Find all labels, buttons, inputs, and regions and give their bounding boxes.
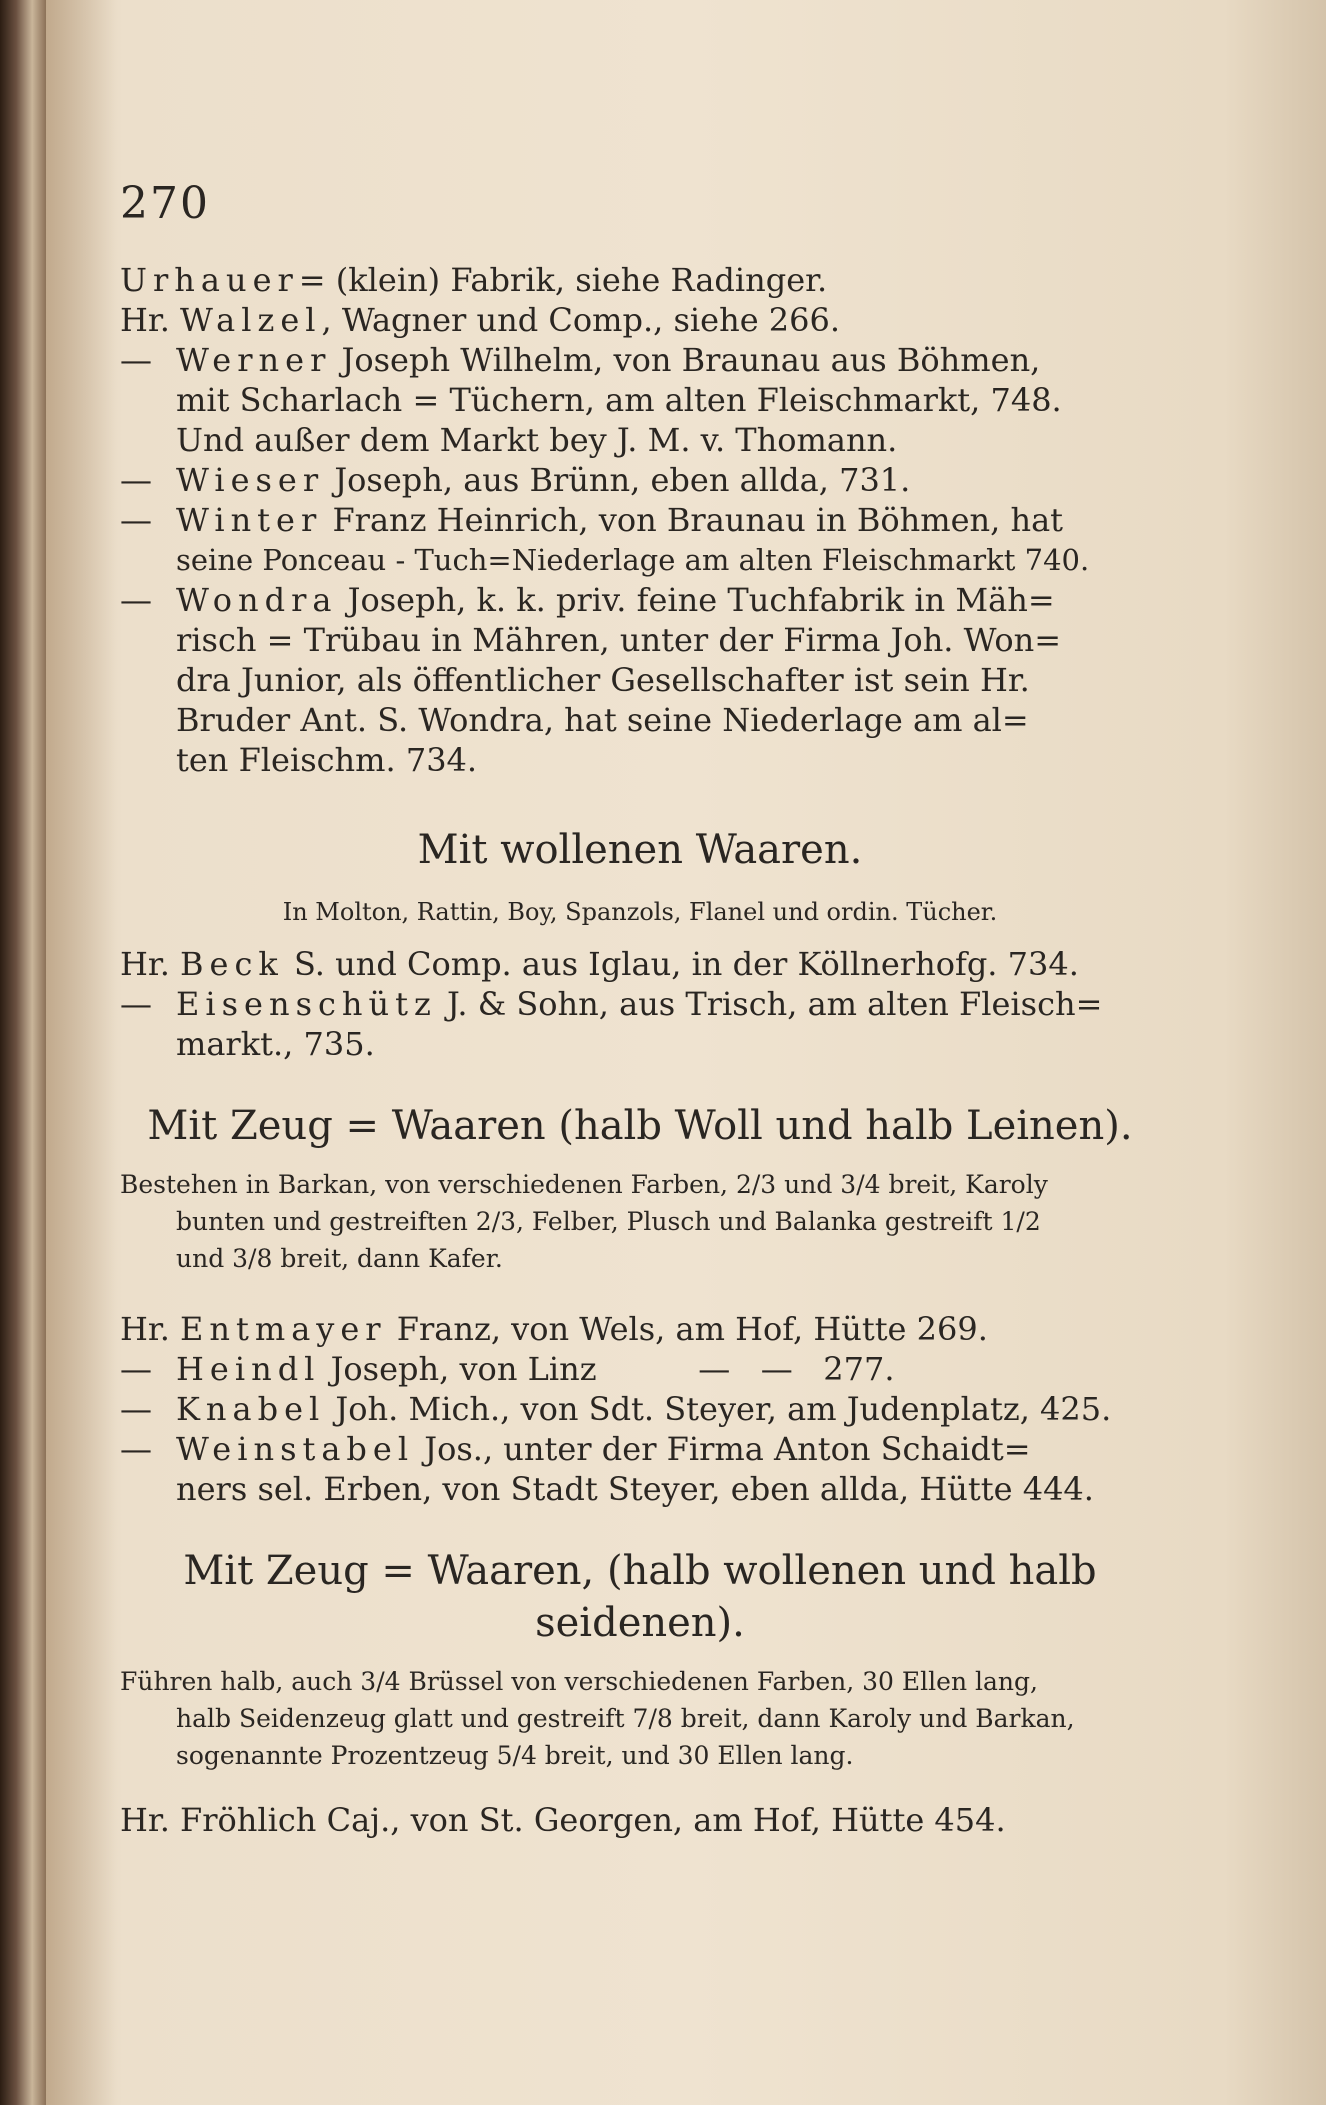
page-number: 270 — [120, 178, 210, 229]
entry-line: risch = Trübau in Mähren, unter der Firma Joh. Won= — [176, 621, 1062, 659]
entry-line: — Wondra Joseph, k. k. priv. feine Tuchfabrik in Mäh= — [120, 581, 1055, 619]
section-heading-wollene-waaren: Mit wollenen Waaren. — [417, 827, 863, 873]
entry-line: Urhauer= (klein) Fabrik, siehe Radinger. — [120, 261, 828, 299]
entry-line: — Knabel Joh. Mich., von Sdt. Steyer, am Judenplatz, 425. — [120, 1390, 1112, 1428]
section-description-line: Bestehen in Barkan, von verschiedenen Farben, 2/3 und 3/4 breit, Karoly — [120, 1170, 1048, 1199]
section-description-line: sogenannte Prozentzeug 5/4 breit, und 30 Ellen lang. — [176, 1741, 854, 1770]
entry-line: dra Junior, als öffentlicher Gesellschafter ist sein Hr. — [176, 661, 1030, 699]
section-heading-zeug-waaren-seide: Mit Zeug = Waaren, (halb wollenen und halb — [183, 1548, 1097, 1594]
section-description-line: bunten und gestreiften 2/3, Felber, Plusch und Balanka gestreift 1/2 — [176, 1207, 1041, 1236]
section-description-line: Führen halb, auch 3/4 Brüssel von verschiedenen Farben, 30 Ellen lang, — [120, 1667, 1038, 1696]
entry-line: Und außer dem Markt bey J. M. v. Thomann. — [176, 421, 898, 459]
entry-line: ners sel. Erben, von Stadt Steyer, eben allda, Hütte 444. — [176, 1470, 1094, 1508]
entry-line: — Eisenschütz J. & Sohn, aus Trisch, am alten Fleisch= — [120, 985, 1103, 1023]
entries-top — [120, 260, 1160, 780]
entry-line: — Wieser Joseph, aus Brünn, eben allda, 731. — [120, 461, 911, 499]
section-description-line: halb Seidenzeug glatt und gestreift 7/8 breit, dann Karoly und Barkan, — [176, 1704, 1075, 1733]
entry-line: Hr. Fröhlich Caj., von St. Georgen, am Hof, Hütte 454. — [120, 1801, 1006, 1839]
entry-line: seine Ponceau - Tuch=Niederlage am alten Fleischmarkt 740. — [176, 543, 1090, 577]
section-heading-zeug-waaren-seide-cont: seidenen). — [535, 1600, 745, 1646]
entry-line: — Werner Joseph Wilhelm, von Braunau aus Böhmen, — [120, 341, 1041, 379]
section-description: In Molton, Rattin, Boy, Spanzols, Flanel und ordin. Tücher. — [282, 898, 998, 926]
page-gutter-shadow — [46, 0, 116, 2105]
entry-line: Hr. Beck S. und Comp. aus Iglau, in der Köllnerhofg. 734. — [120, 945, 1079, 983]
entry-line: ten Fleischm. 734. — [176, 741, 478, 779]
entry-line: Hr. Entmayer Franz, von Wels, am Hof, Hütte 269. — [120, 1310, 988, 1348]
entry-line: — Winter Franz Heinrich, von Braunau in Böhmen, hat — [120, 501, 1064, 539]
entry-line: Hr. Walzel, Wagner und Comp., siehe 266. — [120, 301, 841, 339]
entry-line: — Weinstabel Jos., unter der Firma Anton Schaidt= — [120, 1430, 1031, 1468]
section-description-line: und 3/8 breit, dann Kafer. — [176, 1244, 503, 1273]
entry-line: mit Scharlach = Tüchern, am alten Fleischmarkt, 748. — [176, 381, 1062, 419]
entry-line: — Heindl Joseph, von Linz — — 277. — [120, 1350, 895, 1388]
entry-line: markt., 735. — [176, 1025, 375, 1063]
entry-line: Bruder Ant. S. Wondra, hat seine Niederlage am al= — [176, 701, 1029, 739]
section-heading-zeug-waaren-leinen: Mit Zeug = Waaren (halb Woll und halb Leinen). — [147, 1103, 1133, 1149]
page-content — [120, 150, 1160, 1840]
book-spine-edge — [0, 0, 46, 2105]
